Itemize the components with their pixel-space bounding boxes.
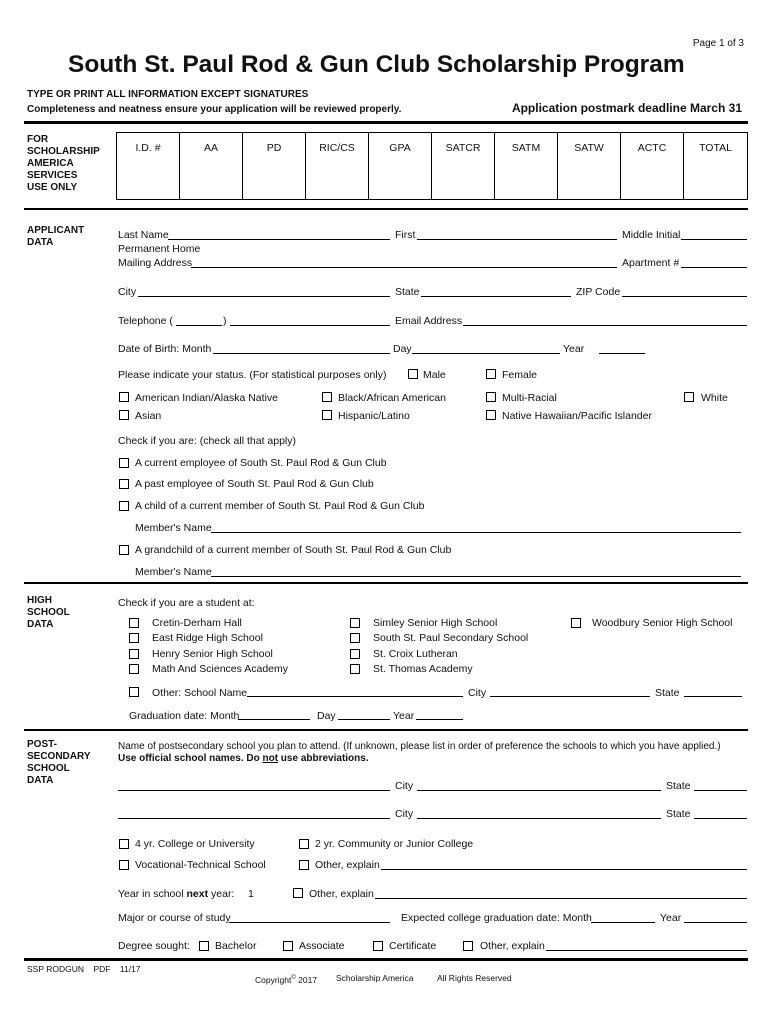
members-name-field-2[interactable] [211, 576, 741, 577]
copyright: Copyright© 2017 [255, 974, 318, 985]
ps-state-2-label: State [666, 808, 691, 820]
female-checkbox[interactable] [486, 369, 496, 379]
vocational-label: Vocational-Technical School [135, 859, 266, 871]
high-school-checkbox[interactable] [350, 664, 360, 674]
male-label: Male [423, 369, 446, 381]
degree-sought-label: Degree sought: [118, 940, 190, 952]
office-use-cell [243, 161, 306, 199]
current-employee-label: A current employee of South St. Paul Rod & Gun Club [135, 457, 387, 469]
four-year-checkbox[interactable] [119, 839, 129, 849]
first-name-field[interactable] [417, 239, 617, 240]
postsecondary-section-label: POST- SECONDARY SCHOOL DATA [27, 739, 91, 786]
high-school-checkbox[interactable] [350, 633, 360, 643]
past-employee-label: A past employee of South St. Paul Rod & Gun Club [135, 478, 374, 490]
postsecondary-note: Use official school names. Do not use abbreviations. [118, 753, 369, 764]
instruction-line-2: Completeness and neatness ensure your application will be reviewed properly. [27, 104, 402, 115]
high-school-option: St. Thomas Academy [373, 663, 473, 675]
high-school-checkbox[interactable] [129, 633, 139, 643]
state-label: State [395, 286, 420, 298]
current-employee-checkbox[interactable] [119, 458, 129, 468]
middle-initial-field[interactable] [681, 239, 747, 240]
email-label: Email Address [395, 315, 463, 327]
four-year-label: 4 yr. College or University [135, 838, 255, 850]
ps-city-1-field[interactable] [417, 790, 661, 791]
divider [24, 121, 748, 124]
hs-city-label: City [468, 687, 487, 699]
divider [24, 958, 748, 961]
grad-month-field[interactable] [238, 719, 310, 720]
asian-label: Asian [135, 410, 162, 422]
office-use-column-header: SATM [495, 133, 558, 161]
other-school-label: Other: School Name [152, 687, 248, 699]
status-prompt: Please indicate your status. (For statistical purposes only) [118, 369, 387, 381]
high-school-checkbox[interactable] [129, 618, 139, 628]
zip-label: ZIP Code [576, 286, 621, 298]
last-name-label: Last Name [118, 229, 169, 241]
zip-field[interactable] [622, 296, 747, 297]
postsecondary-school-2-field[interactable] [118, 818, 390, 819]
ps-state-1-field[interactable] [694, 790, 747, 791]
email-field[interactable] [463, 325, 747, 326]
black-checkbox[interactable] [322, 392, 332, 402]
high-school-checkbox[interactable] [350, 649, 360, 659]
office-use-cell [621, 161, 684, 199]
postsecondary-school-1-field[interactable] [118, 790, 390, 791]
bachelor-label: Bachelor [215, 940, 257, 952]
hs-state-field[interactable] [684, 696, 742, 697]
dob-year-label: Year [563, 343, 585, 355]
grad-month-label: Graduation date: Month [129, 710, 240, 722]
permanent-home-label: Permanent Home [118, 243, 201, 255]
area-code-field[interactable] [176, 325, 222, 326]
high-school-option: Henry Senior High School [152, 648, 273, 660]
other-school-type-checkbox[interactable] [299, 860, 309, 870]
other-degree-label: Other, explain [480, 940, 545, 952]
mailing-address-field[interactable] [191, 267, 617, 268]
associate-label: Associate [299, 940, 345, 952]
other-school-checkbox[interactable] [129, 687, 139, 697]
other-school-field[interactable] [247, 696, 463, 697]
divider [24, 582, 748, 584]
male-checkbox[interactable] [408, 369, 418, 379]
high-school-prompt: Check if you are a student at: [118, 597, 255, 609]
high-school-checkbox[interactable] [129, 649, 139, 659]
telephone-field[interactable] [230, 325, 390, 326]
ps-city-2-label: City [395, 808, 414, 820]
office-use-cell [306, 161, 369, 199]
ps-state-2-field[interactable] [694, 818, 747, 819]
office-use-column-header: AA [180, 133, 243, 161]
high-school-option: East Ridge High School [152, 632, 263, 644]
vocational-checkbox[interactable] [119, 860, 129, 870]
dob-day-field[interactable] [412, 353, 560, 354]
expected-grad-label: Expected college graduation date: Month [401, 912, 592, 924]
expected-grad-month-field[interactable] [591, 922, 655, 923]
office-use-grid [116, 132, 748, 200]
members-name-label: Member's Name [135, 522, 212, 534]
hs-city-field[interactable] [490, 696, 650, 697]
other-year-field[interactable] [375, 898, 747, 899]
office-use-column-header: GPA [369, 133, 432, 161]
members-name-label-2: Member's Name [135, 566, 212, 578]
office-use-column-header: SATW [558, 133, 621, 161]
grad-day-field[interactable] [338, 719, 390, 720]
dob-month-label: Date of Birth: Month [118, 343, 212, 355]
office-use-column-header: I.D. # [117, 133, 180, 161]
city-label: City [118, 286, 137, 298]
high-school-option: Simley Senior High School [373, 617, 498, 629]
city-field[interactable] [138, 296, 390, 297]
mailing-address-label: Mailing Address [118, 257, 193, 269]
grandchild-member-label: A grandchild of a current member of South St. Paul Rod & Gun Club [135, 544, 452, 556]
office-use-column-header: RIC/CS [306, 133, 369, 161]
dob-year-field[interactable] [599, 353, 645, 354]
high-school-option: Math And Sciences Academy [152, 663, 288, 675]
apartment-label: Apartment # [622, 257, 680, 269]
major-label: Major or course of study [118, 912, 231, 924]
office-use-cell [432, 161, 495, 199]
copyright-rights: All Rights Reserved [437, 973, 512, 983]
copyright-org: Scholarship America [336, 973, 414, 983]
other-degree-checkbox[interactable] [463, 941, 473, 951]
office-use-cell [495, 161, 558, 199]
black-label: Black/African American [338, 392, 446, 404]
divider [24, 208, 748, 210]
bachelor-checkbox[interactable] [199, 941, 209, 951]
year-in-school-label: Year in school next year: [118, 888, 235, 900]
associate-checkbox[interactable] [283, 941, 293, 951]
office-use-cell [684, 161, 747, 199]
ps-city-2-field[interactable] [417, 818, 661, 819]
year-in-school-value: 1 [248, 888, 254, 900]
american-indian-checkbox[interactable] [119, 392, 129, 402]
two-year-label: 2 yr. Community or Junior College [315, 838, 474, 850]
applicant-section-label: APPLICANT DATA [27, 225, 85, 248]
high-school-option: St. Croix Lutheran [373, 648, 458, 660]
hawaiian-label: Native Hawaiian/Pacific Islander [502, 410, 652, 422]
office-use-cell [117, 161, 180, 199]
office-use-column-header: PD [243, 133, 306, 161]
grad-year-field[interactable] [416, 719, 463, 720]
apartment-field[interactable] [681, 267, 747, 268]
certificate-checkbox[interactable] [373, 941, 383, 951]
instruction-line-1: TYPE OR PRINT ALL INFORMATION EXCEPT SIGNATURES [27, 89, 309, 100]
high-school-checkbox[interactable] [571, 618, 581, 628]
deadline: Application postmark deadline March 31 [511, 101, 742, 115]
child-member-label: A child of a current member of South St. Paul Rod & Gun Club [135, 500, 425, 512]
page-title: South St. Paul Rod & Gun Club Scholarship Program [68, 51, 685, 78]
grad-day-label: Day [317, 710, 336, 722]
office-use-cell [180, 161, 243, 199]
other-year-checkbox[interactable] [293, 888, 303, 898]
hispanic-checkbox[interactable] [322, 410, 332, 420]
female-label: Female [502, 369, 538, 381]
telephone-label: Telephone ( [118, 315, 173, 327]
other-year-label: Other, explain [309, 888, 374, 900]
high-school-option: South St. Paul Secondary School [373, 632, 529, 644]
other-school-type-field[interactable] [381, 869, 747, 870]
certificate-label: Certificate [389, 940, 437, 952]
office-use-cell [369, 161, 432, 199]
white-checkbox[interactable] [684, 392, 694, 402]
major-field[interactable] [229, 922, 390, 923]
office-use-cell [558, 161, 621, 199]
ps-state-1-label: State [666, 780, 691, 792]
expected-grad-year-label: Year [660, 912, 682, 924]
expected-grad-year-field[interactable] [684, 922, 747, 923]
telephone-close: ) [223, 315, 227, 327]
other-school-type-label: Other, explain [315, 859, 380, 871]
middle-initial-label: Middle Initial [622, 229, 681, 241]
office-use-column-header: TOTAL [699, 142, 732, 154]
hawaiian-checkbox[interactable] [486, 410, 496, 420]
other-degree-field[interactable] [546, 950, 747, 951]
page-number: Page 1 of 3 [692, 38, 744, 49]
hispanic-label: Hispanic/Latino [338, 410, 410, 422]
hs-state-label: State [655, 687, 680, 699]
last-name-field[interactable] [168, 239, 390, 240]
check-prompt: Check if you are: (check all that apply) [118, 435, 296, 447]
multi-racial-label: Multi-Racial [502, 392, 557, 404]
high-school-option: Cretin-Derham Hall [152, 617, 242, 629]
grad-year-label: Year [393, 710, 415, 722]
office-use-column-header: SATCR [432, 133, 495, 161]
child-member-checkbox[interactable] [119, 501, 129, 511]
members-name-field[interactable] [211, 532, 741, 533]
divider [24, 729, 748, 731]
high-school-option: Woodbury Senior High School [592, 617, 733, 629]
dob-day-label: Day [393, 343, 412, 355]
form-code: SSP RODGUN PDF 11/17 [27, 964, 141, 974]
high-school-checkbox[interactable] [129, 664, 139, 674]
multi-racial-checkbox[interactable] [486, 392, 496, 402]
white-label: White [701, 392, 728, 404]
state-field[interactable] [421, 296, 571, 297]
first-name-label: First [395, 229, 416, 241]
two-year-checkbox[interactable] [299, 839, 309, 849]
asian-checkbox[interactable] [119, 410, 129, 420]
office-use-column-header: ACTC [621, 133, 684, 161]
high-school-checkbox[interactable] [350, 618, 360, 628]
ps-city-1-label: City [395, 780, 414, 792]
american-indian-label: American Indian/Alaska Native [135, 392, 278, 404]
past-employee-checkbox[interactable] [119, 479, 129, 489]
grandchild-member-checkbox[interactable] [119, 545, 129, 555]
postsecondary-prompt: Name of postsecondary school you plan to attend. (If unknown, please list in order of preference the schools to which you have applied.) [118, 741, 721, 752]
office-use-label: FOR SCHOLARSHIP AMERICA SERVICES USE ONLY [27, 134, 100, 193]
high-school-section-label: HIGH SCHOOL DATA [27, 595, 70, 630]
dob-month-field[interactable] [213, 353, 390, 354]
